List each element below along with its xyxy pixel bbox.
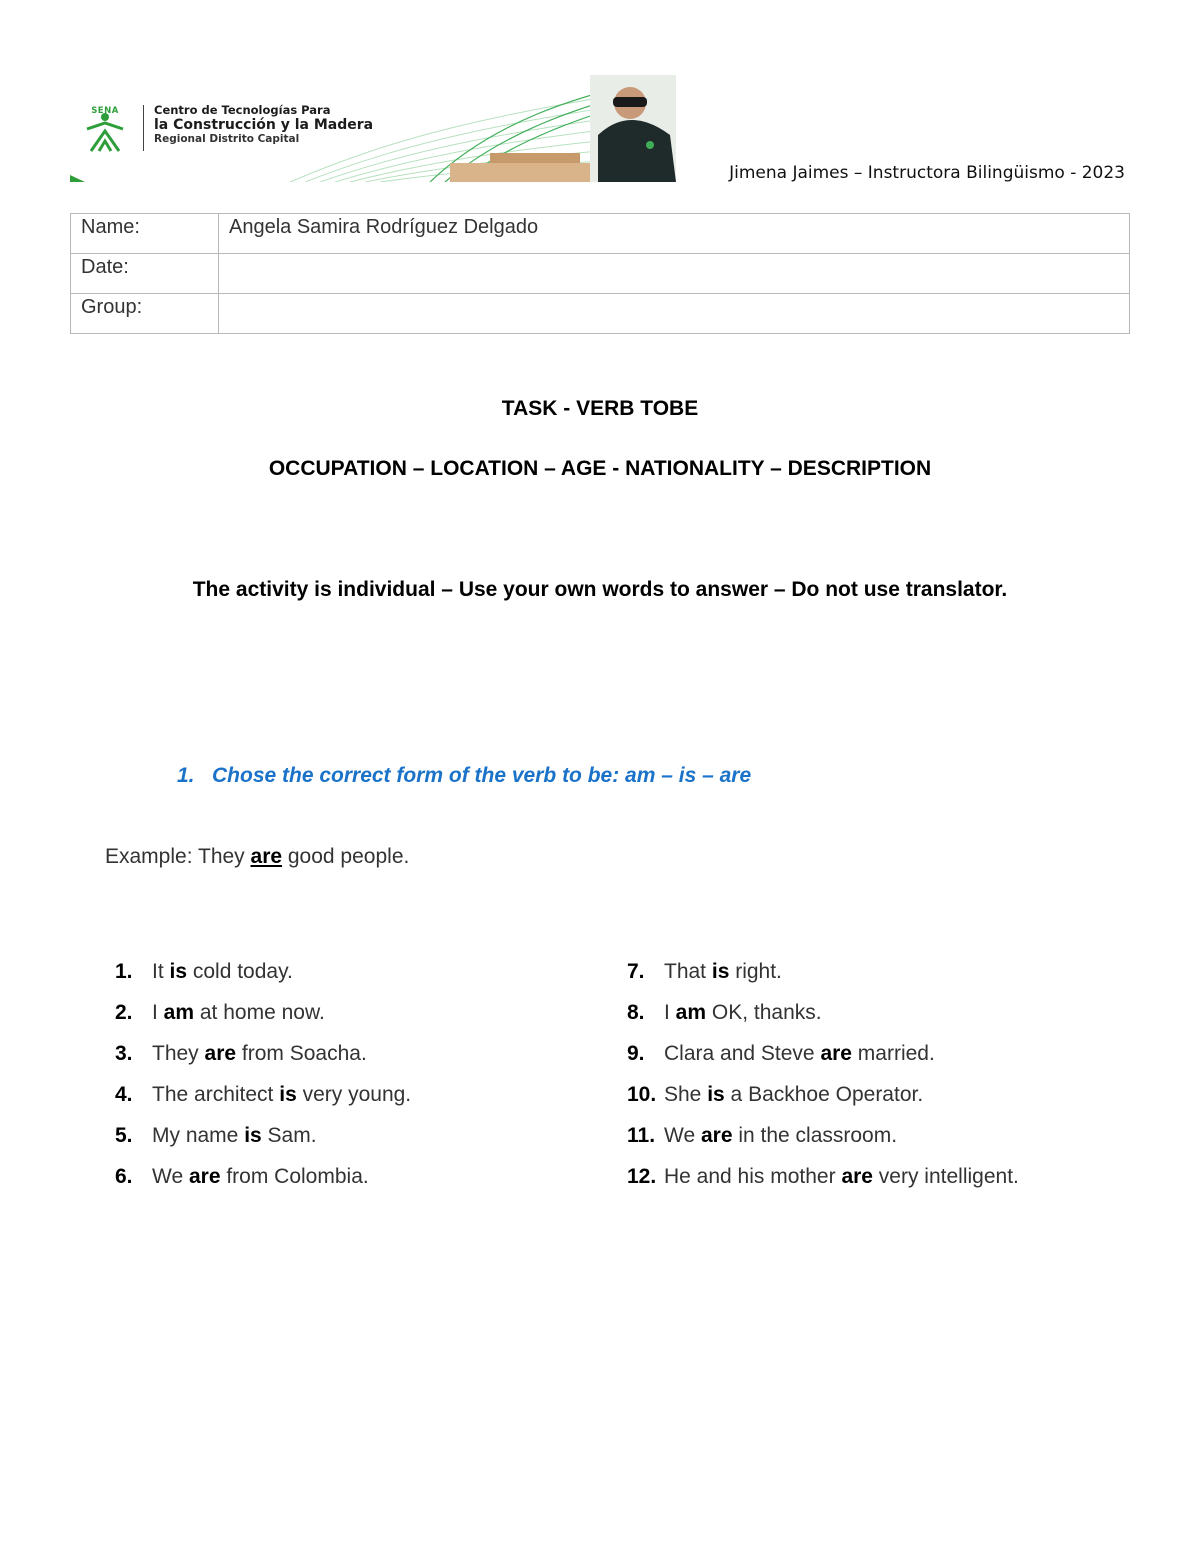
example-prefix: Example: They <box>105 845 251 868</box>
logo-line-3: Regional Distrito Capital <box>154 133 300 146</box>
sentence-verb: am <box>163 1001 195 1024</box>
sentence-number: 8. <box>627 1001 645 1024</box>
sentence-item <box>627 1124 1019 1165</box>
sentence-number: 12. <box>627 1165 657 1188</box>
sentence-post: in the classroom. <box>732 1124 898 1147</box>
sentence-pre: I <box>152 1001 164 1024</box>
sentence-pre: That <box>664 960 712 983</box>
sentence-pre: We <box>152 1165 189 1188</box>
sentence-verb: is <box>244 1124 262 1147</box>
sentence-verb: is <box>279 1083 297 1106</box>
instructor-line: Jimena Jaimes – Instructora Bilingüismo - 2023 <box>729 163 1125 183</box>
sentence-pre: I <box>664 1001 676 1024</box>
sentence-post: very intelligent. <box>872 1165 1019 1188</box>
sentence-pre: The architect <box>152 1083 280 1106</box>
sentence-verb: am <box>675 1001 707 1024</box>
sentence-pre: We <box>664 1124 701 1147</box>
example-suffix: good people. <box>282 845 410 868</box>
sentence-pre: Clara and Steve <box>664 1042 821 1065</box>
sentence-verb: are <box>700 1124 733 1147</box>
sentence-post: at home now. <box>194 1001 325 1024</box>
sentence-list-left <box>115 960 411 1206</box>
sentence-item <box>627 1083 1019 1124</box>
sentence-verb: are <box>188 1165 221 1188</box>
sentence-post: OK, thanks. <box>706 1001 822 1024</box>
sentence-verb: are <box>820 1042 852 1065</box>
sentence-number: 6. <box>115 1165 133 1188</box>
logo-text <box>154 104 373 145</box>
sentence-item <box>627 960 1019 1001</box>
sena-brand: SENA <box>91 106 119 116</box>
sentence-number: 10. <box>627 1083 657 1106</box>
sentence-item <box>115 1124 411 1165</box>
sentence-pre: She <box>664 1083 708 1106</box>
instructions: The activity is individual – Use your own words to answer – Do not use translator. <box>192 578 1008 601</box>
sentence-post: from Colombia. <box>220 1165 369 1188</box>
sentence-verb: are <box>841 1165 873 1188</box>
sentence-post: a Backhoe Operator. <box>724 1083 924 1106</box>
sentence-number: 3. <box>115 1042 133 1065</box>
sentence-pre: My name <box>152 1124 245 1147</box>
name-row <box>71 214 1130 254</box>
sentence-item <box>627 1001 1019 1042</box>
date-field[interactable] <box>219 254 1130 294</box>
logo-line-2: la Construcción y la Madera <box>154 117 374 134</box>
sentence-verb: is <box>169 960 188 983</box>
sentence-list-right <box>627 960 1019 1206</box>
sentence-number: 4. <box>115 1083 133 1106</box>
student-info-table <box>70 213 1130 334</box>
sentence-item <box>115 1083 411 1124</box>
name-label: Name: <box>71 214 219 254</box>
topics-title: OCCUPATION – LOCATION – AGE - NATIONALITY – DESCRIPTION <box>268 457 932 480</box>
sentence-post: right. <box>729 960 782 983</box>
sentence-item <box>115 1001 411 1042</box>
group-label: Group: <box>71 294 219 334</box>
sentence-post: from Soacha. <box>236 1042 367 1065</box>
sentence-pre: It <box>152 960 170 983</box>
example-verb: are <box>250 845 283 868</box>
sentence-number: 7. <box>627 960 645 983</box>
example-sentence <box>105 845 409 869</box>
sentence-number: 5. <box>115 1124 133 1147</box>
date-label: Date: <box>71 254 219 294</box>
sentence-post: cold today. <box>187 960 293 983</box>
sentence-verb: is <box>711 960 730 983</box>
exercise-text: Chose the correct form of the verb to be: am – is – are <box>212 764 752 787</box>
date-row <box>71 254 1130 294</box>
sentence-pre: He and his mother <box>664 1165 842 1188</box>
name-field[interactable]: Angela Samira Rodríguez Delgado <box>219 214 1130 254</box>
sentence-number: 1. <box>115 960 133 983</box>
sentence-post: married. <box>851 1042 935 1065</box>
logo-divider <box>143 105 144 151</box>
sentence-item <box>115 1165 411 1206</box>
sentence-number: 2. <box>115 1001 133 1024</box>
sentence-number: 11. <box>627 1124 656 1147</box>
sentence-post: Sam. <box>261 1124 317 1147</box>
group-field[interactable] <box>219 294 1130 334</box>
sentence-pre: They <box>152 1042 205 1065</box>
task-title: TASK - VERB TOBE <box>501 397 699 420</box>
sentence-item <box>627 1042 1019 1083</box>
exercise-number: 1. <box>177 764 195 787</box>
logo-line-1: Centro de Tecnologías Para <box>154 103 331 117</box>
header-banner <box>70 75 676 182</box>
sentence-post: very young. <box>296 1083 412 1106</box>
sentence-verb: are <box>204 1042 237 1065</box>
exercise-heading <box>177 764 751 788</box>
sentence-item <box>115 1042 411 1083</box>
sentence-verb: is <box>707 1083 725 1106</box>
group-row <box>71 294 1130 334</box>
sentence-item <box>627 1165 1019 1206</box>
sentence-item <box>115 960 411 1001</box>
sentence-number: 9. <box>627 1042 645 1065</box>
